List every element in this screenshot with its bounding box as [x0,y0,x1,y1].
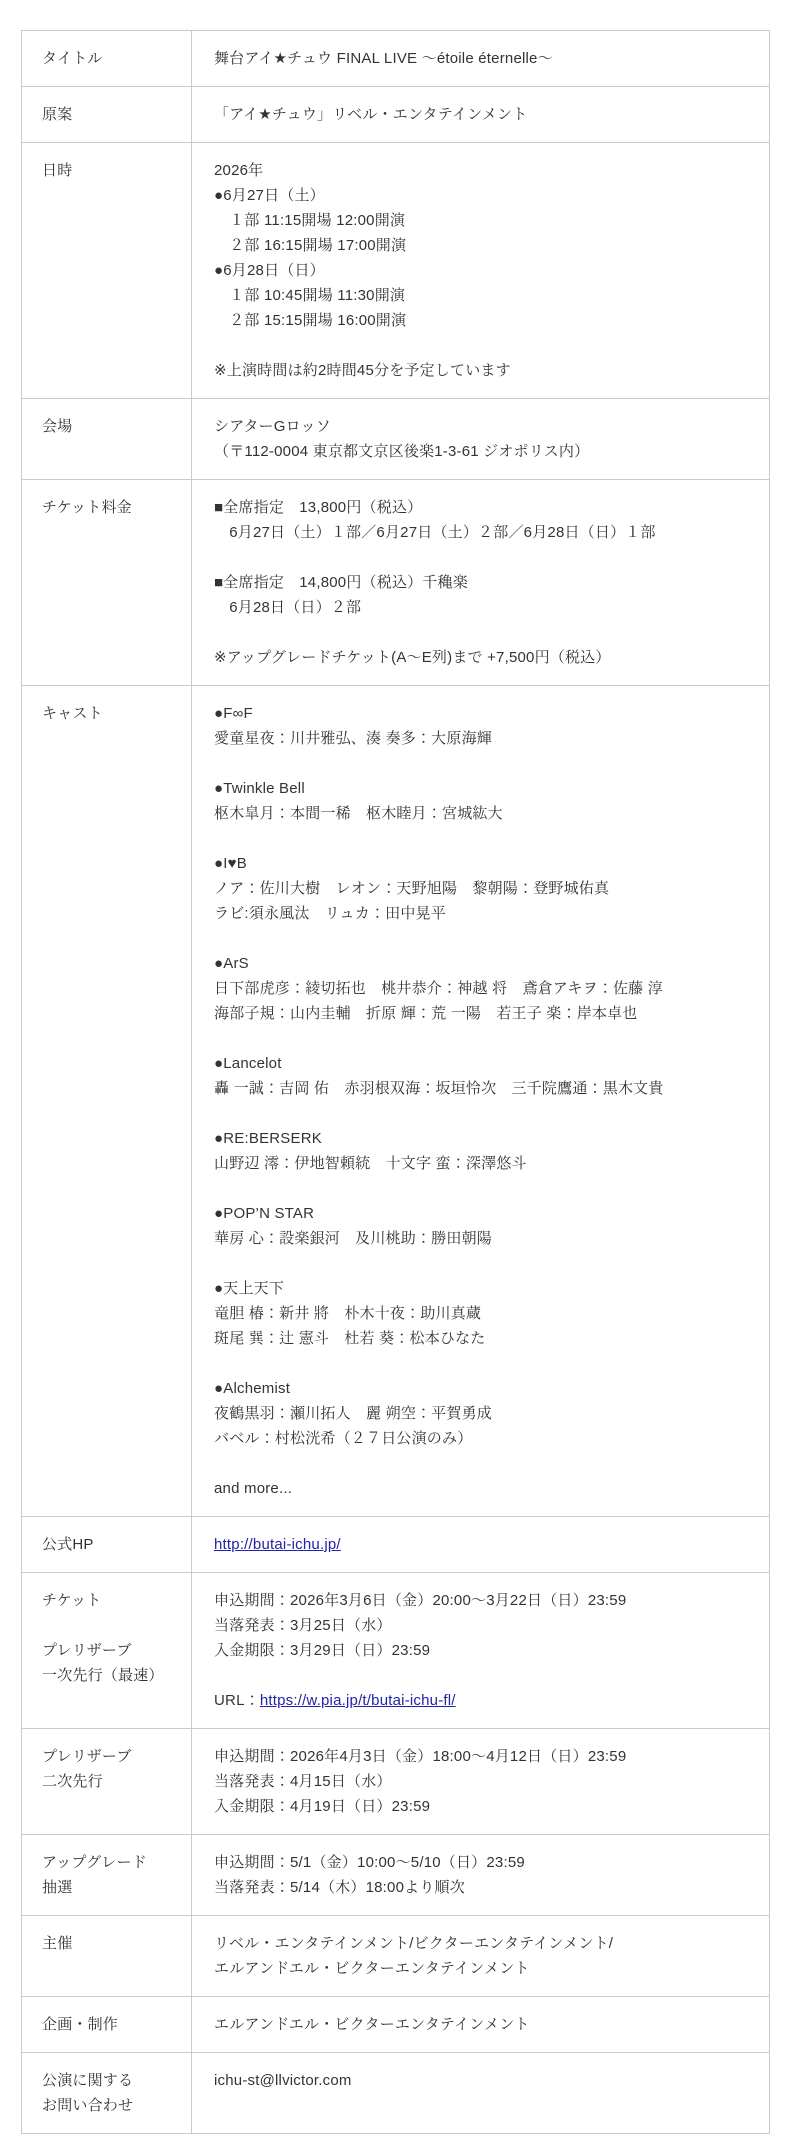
text-line: 申込期間：5/1（金）10:00～5/10（日）23:59 [214,1854,525,1871]
text-line [214,1451,757,1476]
text-line: 竜胆 椿：新井 將 朴木十夜：助川真蔵 [214,1305,482,1322]
row-value [192,1517,769,1572]
text-line: 2026年 [214,162,264,179]
text-line [214,926,757,951]
row-label [22,1997,192,2052]
row-value [192,686,769,1516]
official-site-link[interactable]: http://butai-ichu.jp/ [214,1536,341,1553]
label-line: プレリザーブ [42,1748,132,1765]
row-label [22,2053,192,2133]
label-line: タイトル [42,50,103,67]
text-line: ichu-st@llvictor.com [214,2072,352,2089]
text-line: ノア：佐川大樹 レオン：天野旭陽 黎朝陽：登野城佑真 [214,880,610,897]
text-line [214,1026,757,1051]
table-row-planning-production [22,1997,769,2053]
row-label [22,1835,192,1915]
table-row-ticket-prereserve-1st [22,1573,769,1729]
text-line: 6月28日（日）２部 [214,599,362,616]
table-row-prereserve-2nd [22,1729,769,1835]
text-line: ●ArS [214,955,249,972]
label-line: お問い合わせ [42,2097,134,2114]
label-line: 企画・制作 [42,2016,119,2033]
text-line: 入金期限：4月19日（日）23:59 [214,1798,431,1815]
text-line: 枢木皐月：本間一稀 枢木睦月：宮城紘大 [214,805,503,822]
text-line: エルアンドエル・ビクターエンタテインメント [214,1960,530,1977]
row-label [22,1517,192,1572]
text-line: 当落発表：4月15日（水） [214,1773,392,1790]
label-line: プレリザーブ [42,1642,132,1659]
text-line: ※上演時間は約2時間45分を予定しています [214,362,511,379]
text-line: 申込期間：2026年4月3日（金）18:00～4月12日（日）23:59 [214,1748,627,1765]
table-row-cast [22,686,769,1517]
text-line: バベル：村松洸希（２７日公演のみ） [214,1430,473,1447]
text-line: 「アイ★チュウ」リベル・エンタテインメント [214,106,528,123]
text-line: １部 11:15開場 12:00開演 [214,212,406,229]
row-label [22,399,192,479]
text-line [214,751,757,776]
label-line: 日時 [42,162,73,179]
label-line: 会場 [42,418,73,435]
text-line: 斑尾 巽：辻 憲斗 杜若 葵：松本ひなた [214,1330,486,1347]
text-line: 舞台アイ★チュウ FINAL LIVE ～étoile éternelle～ [214,50,553,67]
row-value [192,1573,769,1728]
text-line: 山野辺 澪：伊地智頼統 十文字 蛮：深澤悠斗 [214,1155,527,1172]
text-line: ■全席指定 14,800円（税込）千穐楽 [214,574,468,591]
text-line: シアターGロッソ [214,418,331,435]
text-line: 入金期限：3月29日（日）23:59 [214,1642,431,1659]
label-line: 原案 [42,106,73,123]
text-line: ●天上天下 [214,1280,285,1297]
text-line [214,1688,757,1713]
table-row-ticket-price [22,480,769,686]
table-row-date-time [22,143,769,399]
link-prefix: URL： [214,1692,260,1709]
label-line: チケット料金 [42,499,132,516]
text-line [214,1176,757,1201]
text-line: ２部 15:15開場 16:00開演 [214,312,407,329]
text-line [214,1351,757,1376]
text-line: 当落発表：5/14（木）18:00より順次 [214,1879,465,1896]
table-row-organizer [22,1916,769,1997]
text-line: ラビ:須永風汰 リュカ：田中晃平 [214,905,446,922]
row-value [192,480,769,685]
text-line: 愛童星夜：川井雅弘、湊 奏多：大原海輝 [214,730,492,747]
text-line: ●Lancelot [214,1055,282,1072]
row-value [192,2053,769,2133]
label-line: チケット [42,1592,102,1609]
text-line: ●F∞F [214,705,253,722]
label-line: 二次先行 [42,1773,103,1790]
text-line: ■全席指定 13,800円（税込） [214,499,423,516]
text-line: and more... [214,1480,293,1497]
text-line [214,333,757,358]
text-line: 轟 一誠：吉岡 佑 赤羽根双海：坂垣怜次 三千院鷹通：黒木文貴 [214,1080,664,1097]
row-label [22,143,192,398]
text-line: ●Twinkle Bell [214,780,305,797]
label-line: キャスト [42,705,103,722]
text-line [214,1251,757,1276]
text-line: ●I♥B [214,855,247,872]
row-label [22,686,192,1516]
text-line: 夜鶴黒羽：瀬川拓人 麗 朔空：平賀勇成 [214,1405,492,1422]
label-line: 公式HP [42,1536,94,1553]
label-line [42,1613,183,1638]
row-value [192,1835,769,1915]
text-line: エルアンドエル・ビクターエンタテインメント [214,2016,530,2033]
event-info-table [21,30,770,2134]
row-value [192,87,769,142]
text-line: ●6月28日（日） [214,262,325,279]
label-line: 主催 [42,1935,73,1952]
text-line: ●6月27日（土） [214,187,325,204]
text-line [214,545,757,570]
text-line: ●POP’N STAR [214,1205,315,1222]
row-value [192,31,769,86]
text-line [214,1532,757,1557]
label-line: 公演に関する [42,2072,134,2089]
label-line: アップグレード [42,1854,147,1871]
table-row-original-plan [22,87,769,143]
text-line: １部 10:45開場 11:30開演 [214,287,406,304]
text-line: ２部 16:15開場 17:00開演 [214,237,407,254]
row-value [192,1916,769,1996]
text-line: 申込期間：2026年3月6日（金）20:00～3月22日（日）23:59 [214,1592,627,1609]
text-line: 当落発表：3月25日（水） [214,1617,392,1634]
row-label [22,480,192,685]
ticket-url-link[interactable]: https://w.pia.jp/t/butai-ichu-fl/ [259,1692,456,1709]
table-row-upgrade-lottery [22,1835,769,1916]
text-line: ●RE:BERSERK [214,1130,322,1147]
table-row-inquiry [22,2053,769,2133]
row-value [192,399,769,479]
row-label [22,87,192,142]
row-label [22,1573,192,1728]
text-line [214,1663,757,1688]
row-label [22,31,192,86]
text-line: 海部子規：山内圭輔 折原 輝：荒 一陽 若王子 楽：岸本卓也 [214,1005,638,1022]
row-value [192,1729,769,1834]
text-line: 日下部虎彦：綾切拓也 桃井恭介：神越 将 鳶倉アキヲ：佐藤 淳 [214,980,663,997]
row-label [22,1729,192,1834]
text-line [214,826,757,851]
text-line: 華房 心：設楽銀河 及川桃助：勝田朝陽 [214,1230,492,1247]
text-line: ●Alchemist [214,1380,291,1397]
text-line: （〒112-0004 東京都文京区後楽1-3-61 ジオポリス内） [214,443,590,460]
label-line: 一次先行（最速） [42,1667,164,1684]
text-line: リベル・エンタテインメント/ビクターエンタテインメント/ [214,1935,614,1952]
text-line: ※アップグレードチケット(A～E列)まで +7,500円（税込） [214,649,611,666]
table-row-venue [22,399,769,480]
row-value [192,143,769,398]
text-line [214,620,757,645]
table-row-official-hp [22,1517,769,1573]
label-line: 抽選 [42,1879,73,1896]
text-line: 6月27日（土）１部／6月27日（土）２部／6月28日（日）１部 [214,524,656,541]
table-row-title [22,31,769,87]
row-value [192,1997,769,2052]
text-line [214,1101,757,1126]
row-label [22,1916,192,1996]
